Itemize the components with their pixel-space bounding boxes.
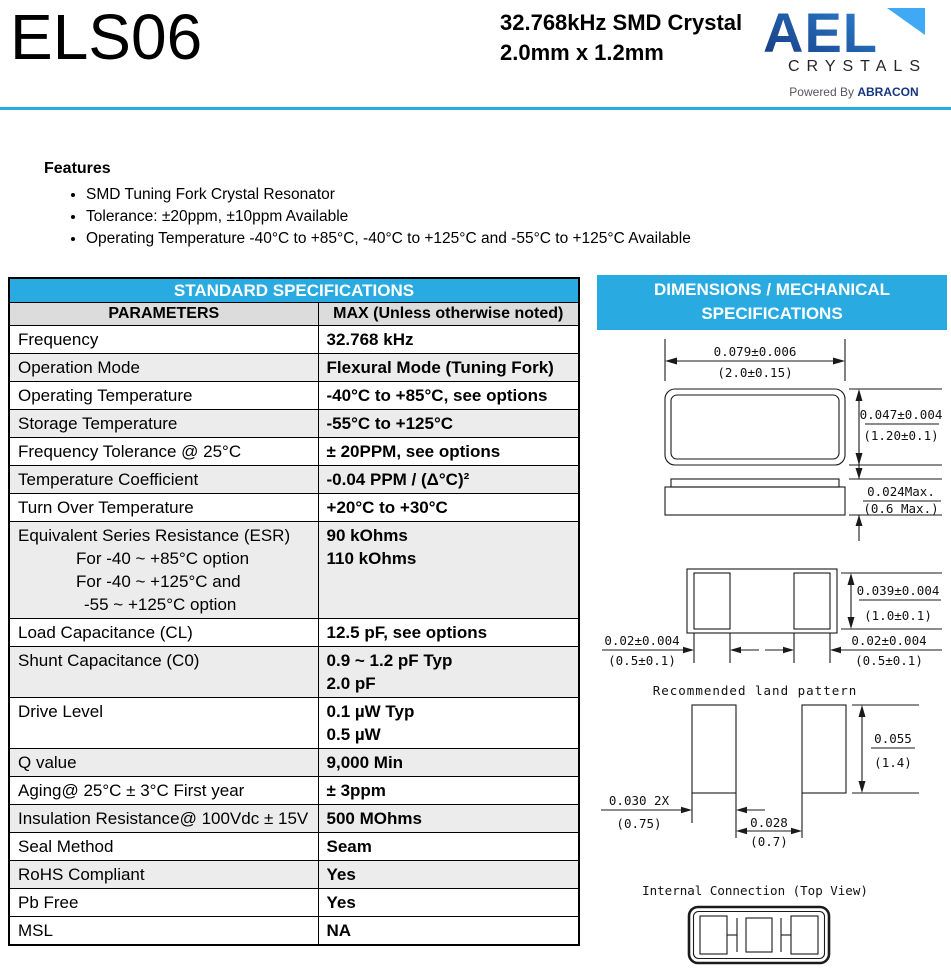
powered-by [760, 85, 948, 99]
features-section [44, 160, 844, 250]
value-cell [318, 522, 579, 619]
ael-logo-mark [761, 4, 947, 60]
value-cell: ± 3ppm [318, 777, 579, 805]
internal-connection-drawing [642, 883, 868, 963]
value-cell: Flexural Mode (Tuning Fork) [318, 354, 579, 382]
spec-table [8, 277, 580, 946]
col-header-max: MAX (Unless otherwise noted) [318, 303, 579, 326]
bottom-view-drawing [602, 569, 942, 668]
param-cell: Pb Free [9, 889, 318, 917]
dim-side-thickness-inch: 0.024Max. [867, 484, 935, 499]
dim-top-height-mm: (1.20±0.1) [863, 428, 939, 443]
spec-table-title-row [9, 278, 579, 303]
dim-pad-right-mm: (0.5±0.1) [855, 653, 923, 668]
dim-land-width-inch: 0.030 2X [608, 793, 670, 808]
param-cell: RoHS Compliant [9, 861, 318, 889]
feature-item: • SMD Tuning Fork Crystal Resonator [86, 184, 844, 206]
esr-line: For -40 ~ +125°C and [76, 572, 241, 591]
land-pattern-title: Recommended land pattern [652, 683, 858, 698]
table-row [9, 861, 579, 889]
dimensions-panel-title [597, 275, 947, 330]
param-cell: Load Capacitance (CL) [9, 619, 318, 647]
table-row-esr [9, 522, 579, 619]
esr-line: Equivalent Series Resistance (ESR) [18, 526, 291, 545]
value-cell: -40°C to +85°C, see options [318, 382, 579, 410]
dim-top-height-inch: 0.047±0.004 [859, 407, 943, 422]
param-cell: Seal Method [9, 833, 318, 861]
table-row [9, 833, 579, 861]
param-cell [9, 522, 318, 619]
dim-land-gap-inch: 0.028 [750, 815, 788, 830]
table-row [9, 698, 579, 749]
value-cell: NA [318, 917, 579, 946]
dims-title-line2: SPECIFICATIONS [701, 304, 843, 323]
value-cell: 32.768 kHz [318, 326, 579, 354]
side-view-drawing [665, 453, 942, 541]
value-cell: Yes [318, 861, 579, 889]
table-row [9, 354, 579, 382]
value-cell: 12.5 pF, see options [318, 619, 579, 647]
dim-side-thickness-mm: (0.6 Max.) [863, 501, 939, 516]
table-row [9, 619, 579, 647]
value-line: 0.5 µW [326, 725, 381, 744]
feature-item: • Operating Temperature -40°C to +85°C, -40°C to +125°C and -55°C to +125°C Available [86, 228, 844, 250]
dim-land-height-inch: 0.055 [874, 731, 912, 746]
value-cell: -0.04 PPM / (Δ°C)² [318, 466, 579, 494]
value-cell: +20°C to +30°C [318, 494, 579, 522]
brand-text: AEL [763, 4, 878, 60]
dim-land-height-mm: (1.4) [874, 755, 912, 770]
param-cell: Aging@ 25°C ± 3°C First year [9, 777, 318, 805]
table-row [9, 749, 579, 777]
param-cell: MSL [9, 917, 318, 946]
dim-pad-left-mm: (0.5±0.1) [608, 653, 676, 668]
esr-line: For -40 ~ +85°C option [76, 549, 250, 568]
param-cell: Shunt Capacitance (C0) [9, 647, 318, 698]
crystals-text: CRYSTALS [788, 58, 927, 75]
param-cell: Turn Over Temperature [9, 494, 318, 522]
col-header-parameters: PARAMETERS [9, 303, 318, 326]
table-row [9, 777, 579, 805]
subtitle-line2: 2.0mm x 1.2mm [500, 40, 664, 65]
param-cell: Operation Mode [9, 354, 318, 382]
dimensions-panel [597, 275, 947, 973]
table-row [9, 917, 579, 946]
value-cell [318, 698, 579, 749]
param-cell: Q value [9, 749, 318, 777]
value-line: 0.1 µW Typ [326, 702, 415, 721]
param-cell: Frequency Tolerance @ 25°C [9, 438, 318, 466]
value-cell: -55°C to +125°C [318, 410, 579, 438]
value-cell: Yes [318, 889, 579, 917]
dim-bottom-height-mm: (1.0±0.1) [864, 608, 932, 623]
param-cell: Insulation Resistance@ 100Vdc ± 15V [9, 805, 318, 833]
param-cell: Frequency [9, 326, 318, 354]
table-row [9, 647, 579, 698]
esr-value-line: 90 kOhms [326, 526, 408, 545]
top-view-drawing [665, 339, 942, 465]
dim-top-width-inch: 0.079±0.006 [713, 344, 797, 359]
value-cell: Seam [318, 833, 579, 861]
value-cell [318, 647, 579, 698]
dim-pad-right-inch: 0.02±0.004 [851, 633, 927, 648]
features-list [44, 184, 844, 250]
param-cell: Drive Level [9, 698, 318, 749]
table-row [9, 326, 579, 354]
table-row [9, 466, 579, 494]
dim-land-width-mm: (0.75) [616, 816, 662, 831]
spec-table-header-row [9, 303, 579, 326]
header-divider [0, 107, 951, 110]
value-line: 2.0 pF [326, 674, 376, 693]
table-row [9, 805, 579, 833]
product-title: ELS06 [10, 1, 203, 73]
value-cell: 500 MOhms [318, 805, 579, 833]
param-cell: Storage Temperature [9, 410, 318, 438]
value-cell: 9,000 Min [318, 749, 579, 777]
esr-value-line: 110 kOhms [326, 549, 417, 568]
table-row [9, 889, 579, 917]
brand-triangle-icon [887, 8, 925, 35]
subtitle-line1: 32.768kHz SMD Crystal [500, 10, 743, 35]
dim-top-width-mm: (2.0±0.15) [717, 365, 793, 380]
features-title: Features [44, 160, 111, 177]
ael-logo [760, 4, 948, 99]
powered-prefix: Powered By [789, 85, 858, 99]
feature-item: • Tolerance: ±20ppm, ±10ppm Available [86, 206, 844, 228]
product-subtitle [500, 8, 742, 68]
value-line: 0.9 ~ 1.2 pF Typ [326, 651, 453, 670]
param-cell: Temperature Coefficient [9, 466, 318, 494]
dim-land-gap-mm: (0.7) [750, 834, 788, 849]
dims-title-line1: DIMENSIONS / MECHANICAL [653, 280, 891, 299]
table-row [9, 494, 579, 522]
table-row [9, 438, 579, 466]
esr-line: -55 ~ +125°C option [84, 595, 237, 614]
table-row [9, 410, 579, 438]
table-row [9, 382, 579, 410]
param-cell: Operating Temperature [9, 382, 318, 410]
powered-brand: ABRACON [857, 85, 919, 99]
land-pattern-drawing [601, 683, 919, 849]
dim-bottom-height-inch: 0.039±0.004 [856, 583, 940, 598]
internal-connection-title: Internal Connection (Top View) [642, 883, 868, 898]
spec-table-title: STANDARD SPECIFICATIONS [9, 278, 579, 303]
value-cell: ± 20PPM, see options [318, 438, 579, 466]
dim-pad-left-inch: 0.02±0.004 [604, 633, 680, 648]
mechanical-drawings [597, 333, 947, 973]
